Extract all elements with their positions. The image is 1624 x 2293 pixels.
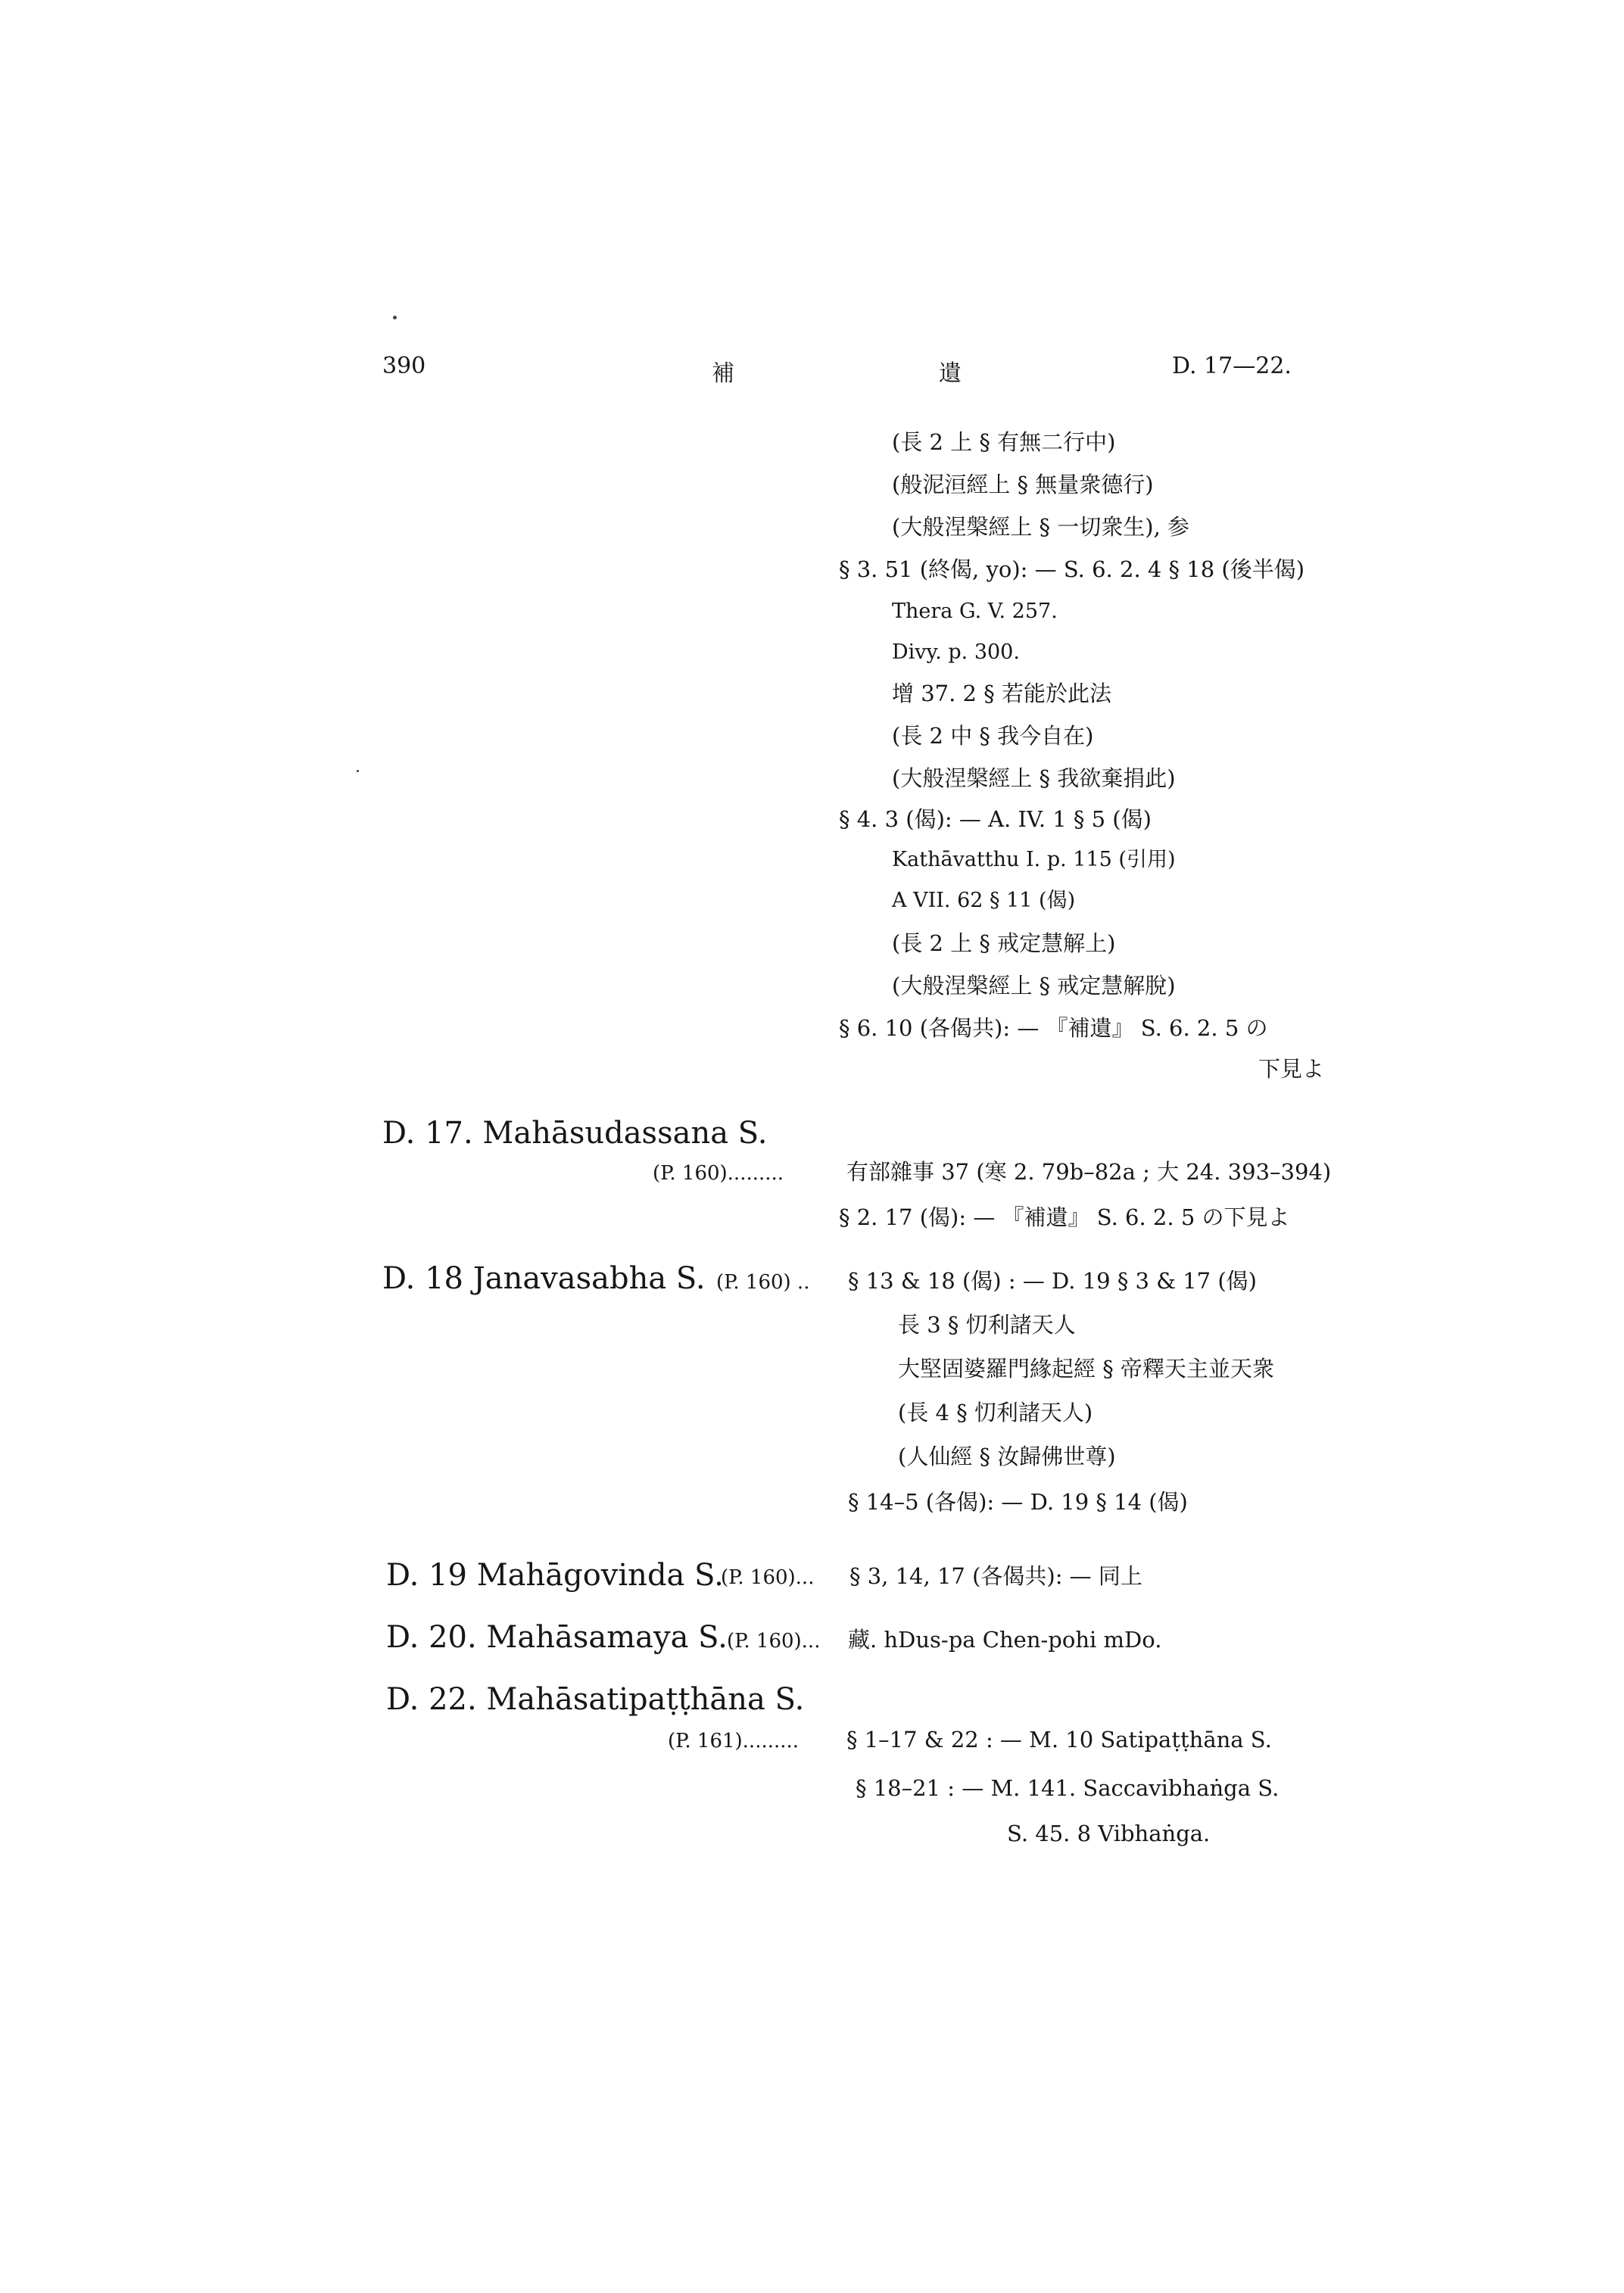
top-line: (般泥洹經上 § 無量衆德行) bbox=[892, 472, 1154, 497]
header-title-char-1: 補 bbox=[712, 360, 734, 387]
entry-line: 有部雜事 37 (寒 2. 79b–82a ; 大 24. 393–394) bbox=[846, 1159, 1332, 1185]
entry-line: § 3, 14, 17 (各偈共): — 同上 bbox=[849, 1563, 1142, 1589]
top-line: Divy. p. 300. bbox=[892, 640, 1020, 664]
entry-ref: (P. 160)... bbox=[721, 1566, 815, 1589]
entry-line: (長 4 § 忉利諸天人) bbox=[898, 1400, 1093, 1425]
entry-line: § 2. 17 (偈): — 『補遺』 S. 6. 2. 5 の下見よ bbox=[839, 1204, 1290, 1230]
top-line: 增 37. 2 § 若能於此法 bbox=[892, 681, 1111, 706]
top-line: 下見よ bbox=[1258, 1056, 1325, 1082]
entry-line: § 14–5 (各偈): — D. 19 § 14 (偈) bbox=[848, 1489, 1188, 1515]
entry-ref: (P. 160) .. bbox=[716, 1271, 810, 1294]
top-line: Thera G. V. 257. bbox=[892, 600, 1058, 623]
entry-line: § 13 & 18 (偈) : — D. 19 § 3 & 17 (偈) bbox=[848, 1268, 1257, 1294]
entry-title: D. 20. Mahāsamaya S. bbox=[386, 1620, 728, 1655]
top-line: (長 2 上 § 有無二行中) bbox=[892, 429, 1116, 455]
entry-title: D. 19 Mahāgovinda S. bbox=[386, 1558, 724, 1593]
entry-line: § 1–17 & 22 : — M. 10 Satipaṭṭhāna S. bbox=[846, 1727, 1272, 1752]
top-line: (長 2 中 § 我今自在) bbox=[892, 723, 1094, 749]
top-line: § 4. 3 (偈): — A. IV. 1 § 5 (偈) bbox=[839, 806, 1152, 832]
scan-speck bbox=[393, 316, 397, 319]
top-line: (大般涅槃經上 § 戒定慧解脫) bbox=[892, 973, 1176, 999]
entry-line: 藏. hDus-pa Chen-pohi mDo. bbox=[848, 1627, 1162, 1653]
entry-line: (人仙經 § 汝歸佛世尊) bbox=[898, 1444, 1116, 1469]
page-number: 390 bbox=[382, 353, 426, 379]
entry-title: D. 17. Mahāsudassana S. bbox=[382, 1116, 768, 1151]
entry-line: S. 45. 8 Vibhaṅga. bbox=[1007, 1821, 1211, 1846]
top-line: § 6. 10 (各偈共): — 『補遺』 S. 6. 2. 5 の bbox=[839, 1015, 1268, 1041]
entry-line: § 18–21 : — M. 141. Saccavibhaṅga S. bbox=[856, 1775, 1280, 1801]
top-line: (長 2 上 § 戒定慧解上) bbox=[892, 930, 1116, 956]
header-range: D. 17—22. bbox=[1172, 353, 1292, 379]
scan-speck bbox=[357, 770, 359, 772]
header-title-char-2: 遺 bbox=[939, 360, 962, 387]
top-line: § 3. 51 (終偈, yo): — S. 6. 2. 4 § 18 (後半偈) bbox=[839, 556, 1305, 582]
entry-line: 長 3 § 忉利諸天人 bbox=[898, 1312, 1076, 1338]
entry-ref: (P. 160)... bbox=[727, 1630, 821, 1653]
top-line: A VII. 62 § 11 (偈) bbox=[892, 889, 1076, 912]
entry-ref: (P. 161)......... bbox=[668, 1730, 800, 1752]
entry-title: D. 18 Janavasabha S. bbox=[382, 1261, 706, 1296]
top-line: Kathāvatthu I. p. 115 (引用) bbox=[892, 848, 1176, 871]
entry-ref: (P. 160)......... bbox=[653, 1162, 784, 1185]
top-line: (大般涅槃經上 § 我欲棄捐此) bbox=[892, 765, 1176, 791]
entry-title: D. 22. Mahāsatipaṭṭhāna S. bbox=[386, 1682, 805, 1717]
entry-line: 大堅固婆羅門緣起經 § 帝釋天主並天衆 bbox=[898, 1356, 1274, 1382]
top-line: (大般涅槃經上 § 一切衆生), 参 bbox=[892, 514, 1190, 540]
